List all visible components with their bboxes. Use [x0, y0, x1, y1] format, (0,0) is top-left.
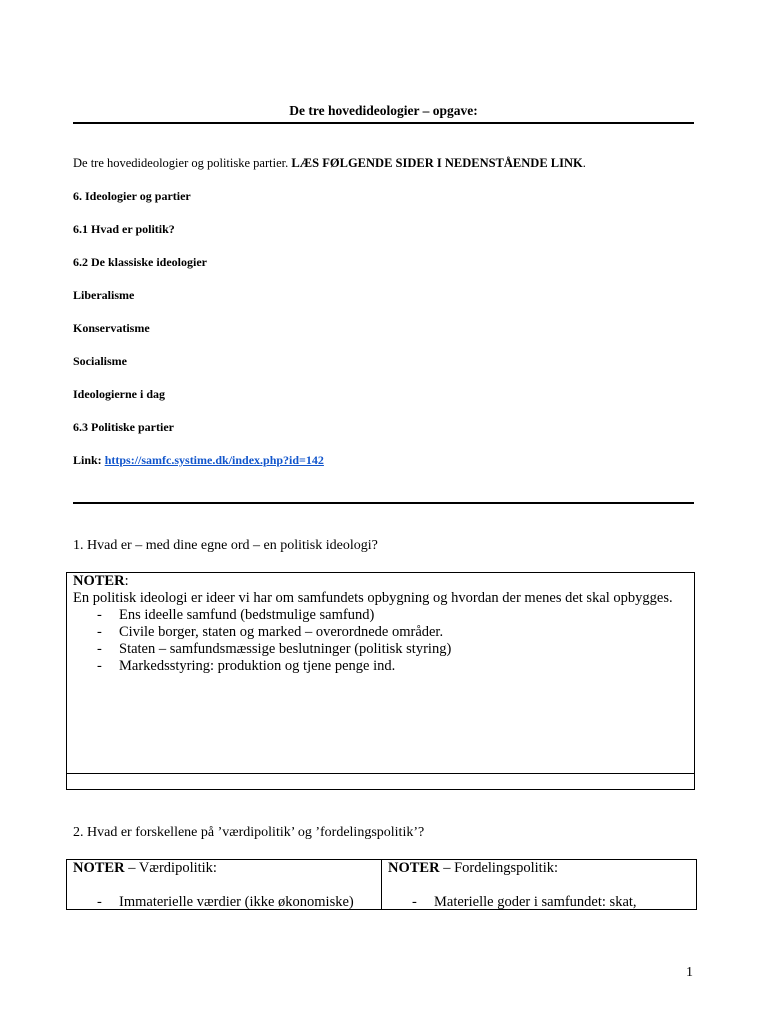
section-heading: 6.2 De klassiske ideologier: [73, 255, 207, 269]
table-row-separator: [67, 773, 694, 774]
list-item: [73, 658, 686, 675]
notes-cell-fordelingspolitik[interactable]: [381, 860, 696, 909]
section-heading: Konservatisme: [73, 321, 150, 335]
cell-heading: [73, 860, 375, 877]
section-heading: 6. Ideologier og partier: [73, 189, 191, 203]
list-item-text: Ens ideelle samfund (bedstmulige samfund): [119, 607, 375, 623]
notes-label: NOTER: [73, 573, 125, 589]
notes-label: NOTER: [388, 860, 440, 876]
question-2: 2. Hvad er forskellene på ’værdipolitik’ og ’fordelingspolitik’?: [73, 825, 425, 840]
question-1: 1. Hvad er – med dine egne ord – en politisk ideologi?: [73, 538, 378, 553]
dash-marker: -: [97, 641, 102, 657]
notes-heading: [73, 573, 686, 590]
list-item: [73, 624, 686, 641]
intro-end: .: [582, 156, 586, 170]
cell-heading-rest: – Fordelingspolitik:: [439, 860, 558, 876]
intro-plain: De tre hovedideologier og politiske partier.: [73, 156, 292, 170]
link-row: [73, 453, 324, 468]
list-item-text: Civile borger, staten og marked – overordnede områder.: [119, 624, 444, 640]
dash-marker: -: [412, 894, 417, 910]
dash-marker: -: [97, 658, 102, 674]
notes-text: En politisk ideologi er ideer vi har om samfundets opbygning og hvordan der menes det skal opbygges.: [73, 590, 673, 606]
notes-list: [73, 607, 686, 675]
list-item: [73, 894, 375, 911]
section-heading: 6.1 Hvad er politik?: [73, 222, 175, 236]
section-divider: [73, 502, 694, 504]
page-number: 1: [686, 965, 693, 980]
list-item: [388, 894, 690, 911]
list-item: [73, 607, 686, 624]
notes-colon: :: [124, 573, 129, 589]
list-item-text: Staten – samfundsmæssige beslutninger (politisk styring): [119, 641, 452, 657]
cell-heading: [388, 860, 690, 877]
title-underline: [73, 122, 694, 124]
link-label: Link:: [73, 453, 105, 467]
section-heading: 6.3 Politiske partier: [73, 420, 174, 434]
section-heading: Liberalisme: [73, 288, 135, 302]
document-title: De tre hovedideologier – opgave:: [289, 103, 478, 118]
notes-cell-vaerdipolitik[interactable]: [67, 860, 381, 909]
dash-marker: -: [97, 894, 102, 910]
list-item-text: Materielle goder i samfundet: skat,: [434, 894, 637, 910]
systime-link[interactable]: https://samfc.systime.dk/index.php?id=142: [104, 453, 324, 467]
cell-heading-rest: – Værdipolitik:: [124, 860, 217, 876]
list-item: [73, 641, 686, 658]
notes-box-1[interactable]: [66, 572, 695, 790]
list-item-text: Immaterielle værdier (ikke økonomiske): [119, 894, 354, 910]
section-heading: Socialisme: [73, 354, 127, 368]
notes-table-2: [66, 859, 697, 910]
dash-marker: -: [97, 607, 102, 623]
notes-label: NOTER: [73, 860, 125, 876]
dash-marker: -: [97, 624, 102, 640]
section-heading: Ideologierne i dag: [73, 387, 165, 401]
intro-bold: LÆS FØLGENDE SIDER I NEDENSTÅENDE LINK: [291, 156, 583, 170]
list-item-text: Markedsstyring: produktion og tjene penge ind.: [119, 658, 396, 674]
intro-text: [73, 156, 586, 171]
